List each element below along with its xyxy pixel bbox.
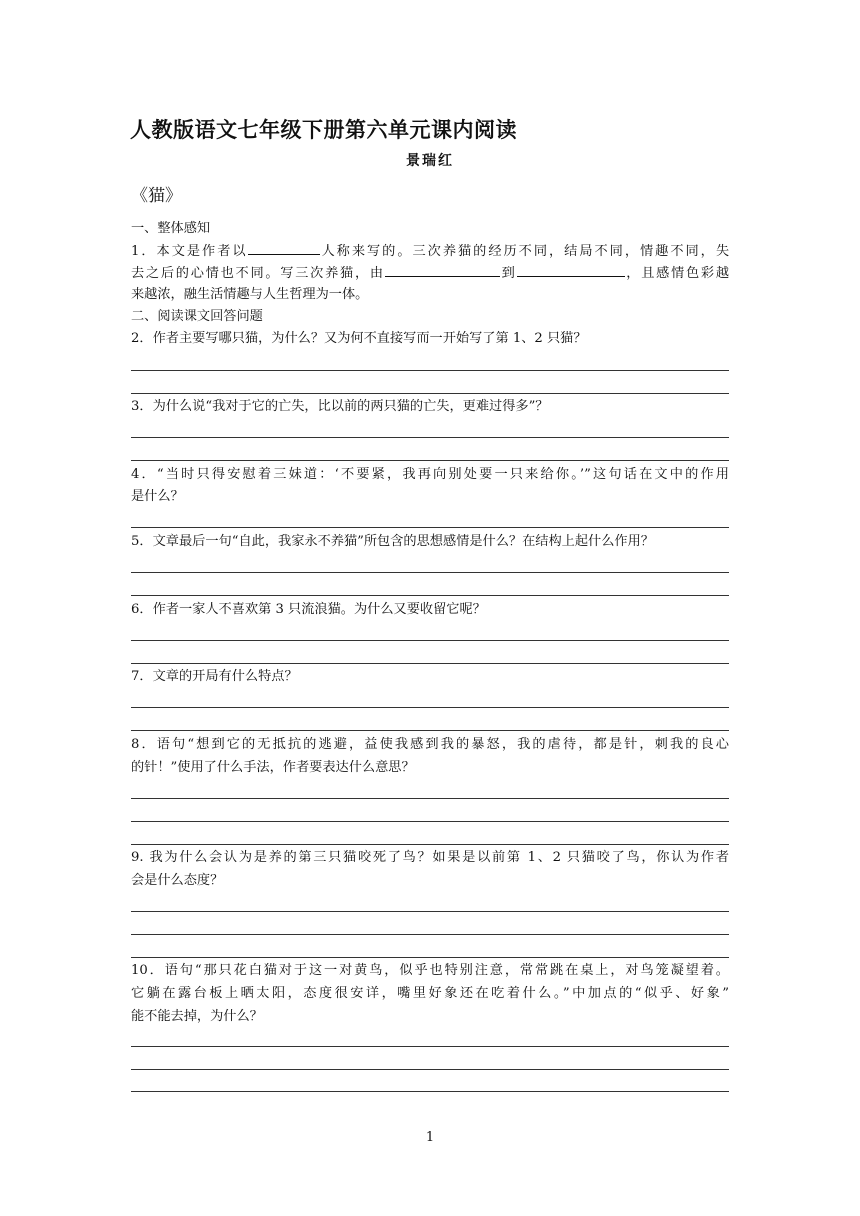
answer-line[interactable] <box>131 527 729 528</box>
author-name: 景瑞红 <box>406 153 454 169</box>
answer-blank-person[interactable] <box>248 240 320 255</box>
answer-blank-to[interactable] <box>517 262 625 277</box>
text-title: 《猫》 <box>131 186 182 206</box>
question-4-line-1: 4．“当时只得安慰着三妹道：‘不要紧，我再向别处要一只来给你。’”这句话在文中的作用 <box>131 467 729 482</box>
answer-line[interactable] <box>131 572 729 573</box>
answer-line[interactable] <box>131 437 729 438</box>
question-1-text: 到 <box>499 266 517 281</box>
question-1-text: ，且感情色彩越 <box>624 266 730 281</box>
page-number: 1 <box>425 1130 435 1145</box>
question-3: 3．为什么说“我对于它的亡失，比以前的两只猫的亡失，更难过得多”？ <box>131 399 549 414</box>
section-heading-overall: 一、整体感知 <box>131 221 211 236</box>
question-1-text: 人称来写的。三次养猫的经历不同，结局不同，情趣不同，失 <box>319 244 730 259</box>
answer-line[interactable] <box>131 730 729 731</box>
answer-line[interactable] <box>131 393 729 394</box>
answer-line[interactable] <box>131 821 729 822</box>
section-heading-reading: 二、阅读课文回答问题 <box>131 309 263 324</box>
answer-line[interactable] <box>131 798 729 799</box>
answer-line[interactable] <box>131 934 729 935</box>
question-1-line-1 <box>131 240 729 263</box>
question-10-line-3: 能不能去掉，为什么？ <box>131 1009 263 1024</box>
question-1-text: 去之后的心情也不同。写三次养猫，由 <box>131 266 385 281</box>
question-5: 5．文章最后一句“自此，我家永不养猫”所包含的思想感情是什么？在结构上起什么作用？ <box>131 534 654 549</box>
question-1-line-2 <box>131 262 729 285</box>
question-1-line-3: 来越浓，融生活情趣与人生哲理为一体。 <box>131 287 369 302</box>
question-10-line-1: 10．语句“那只花白猫对于这一对黄鸟，似乎也特别注意，常常跳在桌上，对鸟笼凝望着。 <box>131 963 729 978</box>
question-10-line-2: 它躺在露台板上晒太阳，态度很安详，嘴里好象还在吃着什么。”中加点的“似乎、好象” <box>131 986 729 1001</box>
answer-line[interactable] <box>131 370 729 371</box>
question-6: 6．作者一家人不喜欢第 3 只流浪猫。为什么又要收留它呢？ <box>131 602 486 617</box>
question-7: 7．文章的开局有什么特点？ <box>131 669 298 684</box>
answer-line[interactable] <box>131 640 729 641</box>
answer-line[interactable] <box>131 1069 729 1070</box>
question-2: 2．作者主要写哪只猫，为什么？又为何不直接写而一开始写了第 1、2 只猫？ <box>131 331 587 346</box>
answer-line[interactable] <box>131 1046 729 1047</box>
answer-line[interactable] <box>131 844 729 845</box>
answer-line[interactable] <box>131 460 729 461</box>
answer-line[interactable] <box>131 707 729 708</box>
question-1-text: 1．本文是作者以 <box>131 244 248 259</box>
question-8-line-1: 8．语句“想到它的无抵抗的逃避，益使我感到我的暴怒，我的虐待，都是针，刺我的良心 <box>131 737 729 752</box>
question-9-line-1: 9. 我为什么会认为是养的第三只猫咬死了鸟？如果是以前第 1、2 只猫咬了鸟，你认为作者 <box>131 850 729 865</box>
document-title: 人教版语文七年级下册第六单元课内阅读 <box>130 117 517 142</box>
question-9-line-2: 会是什么态度？ <box>131 873 224 888</box>
question-8-line-2: 的针！”使用了什么手法，作者要表达什么意思？ <box>131 760 415 775</box>
question-4-line-2: 是什么？ <box>131 489 184 504</box>
answer-line[interactable] <box>131 911 729 912</box>
answer-line[interactable] <box>131 595 729 596</box>
answer-line[interactable] <box>131 1091 729 1092</box>
answer-line[interactable] <box>131 957 729 958</box>
answer-line[interactable] <box>131 663 729 664</box>
answer-blank-from[interactable] <box>385 262 500 277</box>
